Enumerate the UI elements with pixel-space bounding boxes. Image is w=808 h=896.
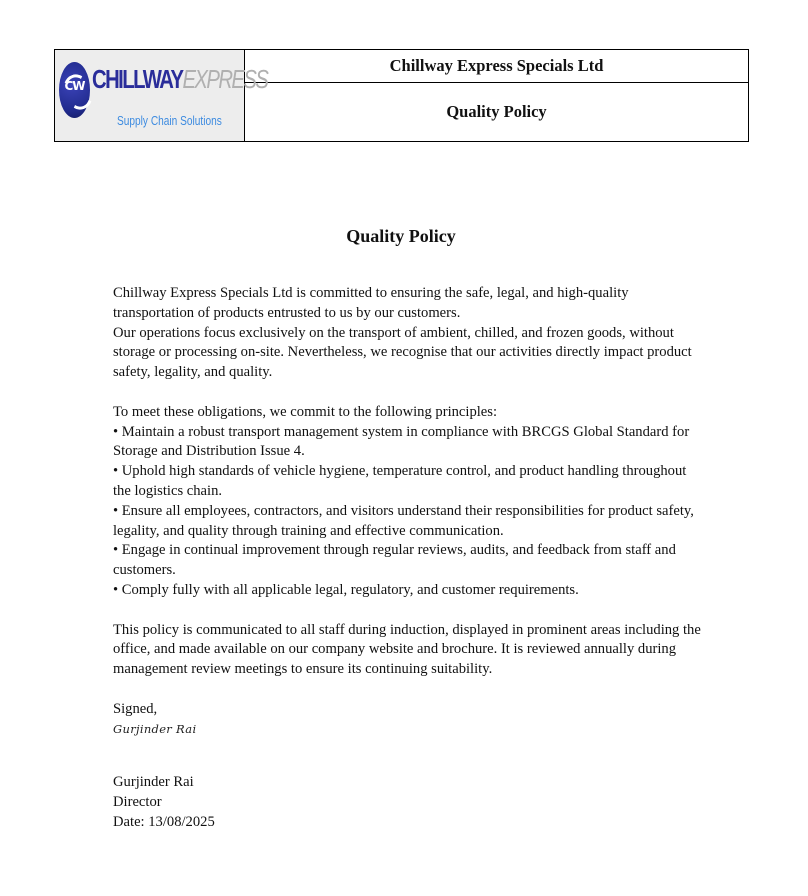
signed-label: Signed, <box>113 700 158 717</box>
page-title: Quality Policy <box>346 226 456 246</box>
principle-item: • Comply fully with all applicable legal, regulatory, and customer requirements. <box>113 581 579 598</box>
intro-paragraph-1: Chillway Express Specials Ltd is committed to ensuring the safe, legal, and high-quality transportation of products entrusted to us by our customers. <box>113 285 629 321</box>
policy-body <box>113 284 703 833</box>
cw-badge-icon <box>59 62 90 118</box>
logo-tagline: Supply Chain Solutions <box>117 113 222 128</box>
intro-paragraph-2: Our operations focus exclusively on the transport of ambient, chilled, and frozen goods, without storage or processing on-site. Nevertheless, we recognise that our activities directly impact product safety, legality, and quality. <box>113 324 692 381</box>
header-document-title: Quality Policy <box>245 83 749 142</box>
signatory-role: Director <box>113 794 162 811</box>
communication-paragraph: This policy is communicated to all staff during induction, displayed in prominent areas including the office, and made available on our company website and brochure. It is reviewed annually during management review meetings to ensure its continuing suitability. <box>113 621 701 678</box>
logo-mark: CW <box>64 79 85 93</box>
logo-word-secondary: EXPRESS <box>182 64 268 94</box>
logo-cell <box>55 50 268 142</box>
principle-item: • Uphold high standards of vehicle hygiene, temperature control, and product handling throughout the logistics chain. <box>113 463 687 499</box>
signatory-name: Gurjinder Rai <box>113 774 194 791</box>
company-name: Chillway Express Specials Ltd <box>245 50 749 83</box>
signed-date: Date: 13/08/2025 <box>113 813 215 830</box>
logo-wordmark <box>92 64 267 95</box>
principle-item: • Ensure all employees, contractors, and visitors understand their responsibilities for product safety, legality, and quality through training and effective communication. <box>113 502 694 539</box>
company-logo <box>55 50 268 141</box>
document-header <box>54 49 749 142</box>
signature: Gurjinder Rai <box>113 721 197 736</box>
principle-item: • Maintain a robust transport management system in compliance with BRCGS Global Standard for Storage and Distribution Issue 4. <box>113 423 690 460</box>
principle-item: • Engage in continual improvement through regular reviews, audits, and feedback from staff and customers. <box>113 542 676 579</box>
principles-intro: To meet these obligations, we commit to the following principles: <box>113 403 498 420</box>
logo-word-primary: CHILLWAY <box>92 64 183 94</box>
